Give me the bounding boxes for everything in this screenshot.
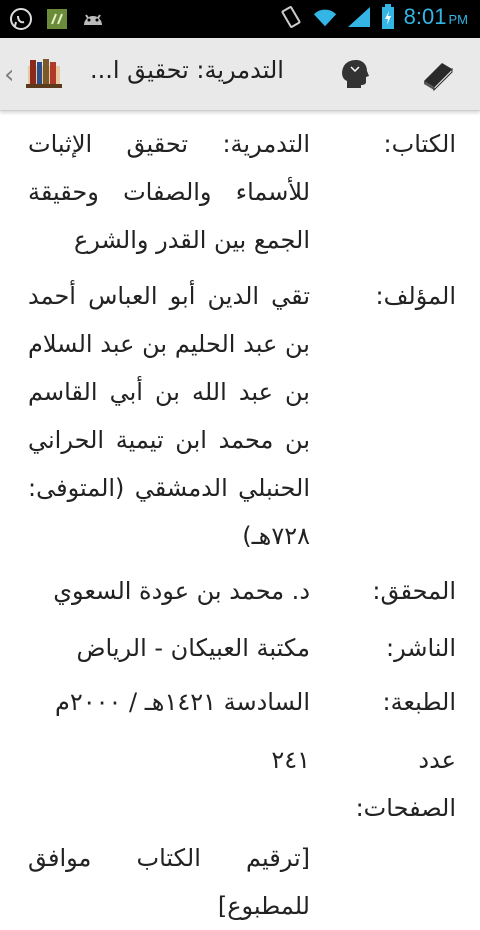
vibrate-icon [278,4,304,30]
label-book: الكتاب: [383,130,456,158]
value-author: تقي الدين أبو العباس أحمد بن عبد الحليم بن عبد السلام بن عبد الله بن أبي القاسم بن محمد ابن تيمية الحراني الحنبلي الدمشقي (المتوفى: ٧٢٨هـ) [28,282,310,550]
value-edition: السادسة ١٤٢١هـ / ٢٠٠٠م [54,688,310,716]
value-book: التدمرية: تحقيق الإثبات للأسماء والصفات وحقيقة الجمع بين القدر والشرع [28,130,310,254]
info-row-author [0,272,480,560]
head-icon[interactable] [332,52,376,96]
info-row-book [0,120,480,264]
whatsapp-icon [8,6,34,32]
label-author: المؤلف: [375,282,456,310]
clock: 8:01 PM [403,4,468,29]
info-row-edition [0,678,480,726]
chevron-left-icon[interactable]: ‹ [4,60,15,90]
info-row-pages [0,736,480,832]
book-icon[interactable] [416,52,460,96]
label-edition: الطبعة: [382,688,456,716]
label-pages: عدد الصفحات: [355,746,456,822]
status-bar [0,0,480,38]
notification-icon [44,6,70,32]
value-pages: ٢٤١ [271,746,310,774]
numbering-note: [ترقيم الكتاب موافق للمطبوع] [28,844,310,920]
status-right [278,4,468,30]
screen-title: التدمرية: تحقيق ا... [90,56,284,84]
label-editor: المحقق: [372,577,456,605]
android-icon [80,6,106,32]
book-info-panel [0,112,480,920]
info-note-row [0,834,480,920]
label-publisher: الناشر: [386,634,456,662]
value-editor: د. محمد بن عودة السعوي [53,577,310,605]
value-publisher: مكتبة العبيكان - الرياض [76,634,310,662]
signal-icon [346,4,372,30]
info-row-publisher [0,624,480,672]
battery-icon [380,4,396,30]
info-row-editor [0,567,480,615]
action-bar [0,38,480,111]
status-left-icons [8,6,106,32]
books-icon[interactable] [26,56,62,90]
wifi-icon [312,4,338,30]
